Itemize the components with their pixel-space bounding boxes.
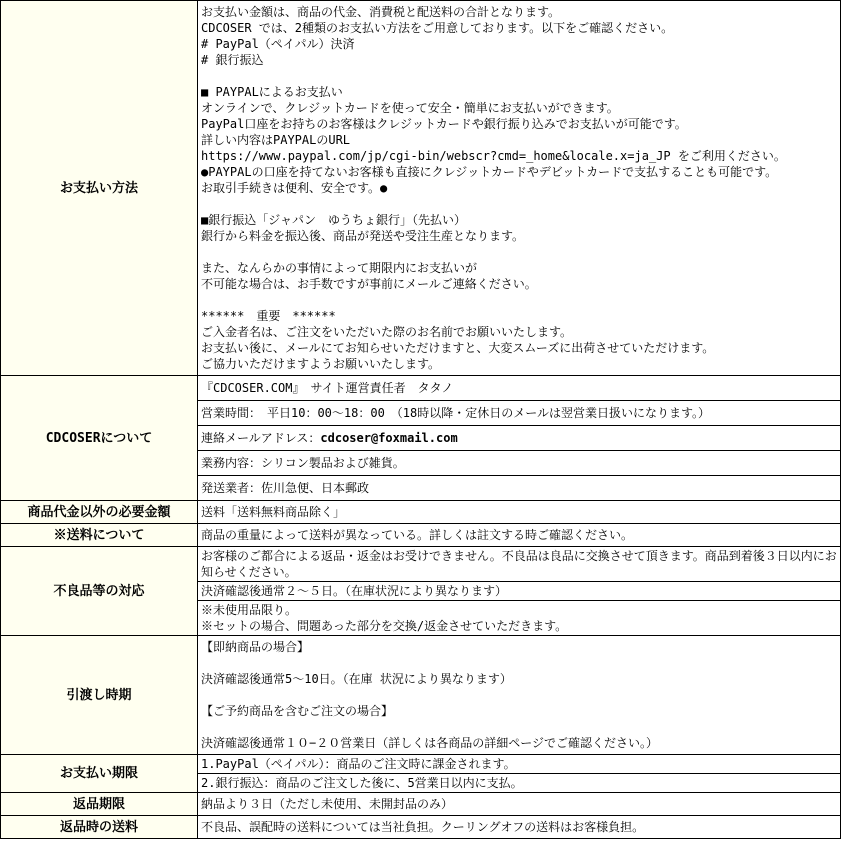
- header-about: CDCOSERについて: [1, 376, 198, 500]
- paypal-url: https://www.paypal.com/jp/cgi-bin/webscr?cmd=_home&locale.x=ja_JP をご利用ください。: [201, 149, 786, 163]
- row-return-deadline: [1, 793, 840, 816]
- text-line: お支払い後に、メールにてお知らせいただけますと、大変スムーズに出荷させていただけます。: [201, 341, 715, 355]
- text-line: ご協力いただけますようお願いいたします。: [201, 357, 441, 371]
- text-line: 決済確認後通常5〜10日。（在庫 状況により異なります）: [201, 672, 512, 686]
- text-line: CDCOSER では、2種類のお支払い方法をご用意しております。以下をご確認ください。: [201, 21, 674, 35]
- text-line: 詳しい内容はPAYPALのURL: [201, 133, 351, 147]
- row-payment-method: [1, 1, 840, 376]
- blank-line: [201, 655, 838, 671]
- contact-email-label: 連絡メールアドレス：: [201, 431, 321, 445]
- bank-transfer-section-title: ■銀行振込「ジャパン ゆうちょ銀行」（先払い）: [201, 213, 466, 227]
- header-shipping-info: ※送料について: [1, 524, 198, 546]
- header-return-shipping: 返品時の送料: [1, 816, 198, 838]
- text-line: 銀行から料金を振込後、商品が発送や受注生産となります。: [201, 229, 525, 243]
- text-line: ●PAYPALの口座を持てないお客様も直接にクレジットカードやデビットカードで支払することも可能です。: [201, 165, 778, 179]
- text-line: ※未使用品限り。: [201, 603, 298, 617]
- delivery-time-content: [198, 636, 840, 754]
- text-line: オンラインで、クレジットカードを使って安全・簡単にお支払いができます。: [201, 101, 619, 115]
- header-defective-items: 不良品等の対応: [1, 547, 198, 635]
- text-line: 決済確認後通常１０−２０営業日（詳しくは各商品の詳細ページでご確認ください。）: [201, 736, 658, 750]
- site-operator: 『CDCOSER.COM』 サイト運営責任者 タタノ: [198, 376, 840, 401]
- return-deadline-content: 納品より３日（ただし未使用、未開封品のみ）: [201, 797, 454, 811]
- return-shipping-content: 不良品、誤配時の送料については当社負担。クーリングオフの送料はお客様負担。: [201, 820, 645, 834]
- row-extra-fee: [1, 501, 840, 524]
- blank-line: [201, 196, 838, 212]
- payment-method-content: [198, 1, 840, 375]
- about-content: [198, 376, 840, 500]
- defective-notes: [198, 601, 840, 635]
- business-hours: 営業時間： 平日10：00〜18：00 （18時以降・定休日のメールは翌営業日扱いになります。）: [198, 401, 840, 426]
- blank-line: [201, 68, 838, 84]
- payment-deadline-content: [198, 755, 840, 792]
- text-line: 【即納商品の場合】: [201, 640, 310, 654]
- bank-transfer-deadline: 2.銀行振込：商品のご注文した後に、5営業日以内に支払。: [201, 776, 523, 790]
- row-about: [1, 376, 840, 501]
- row-defective-items: [1, 547, 840, 636]
- business-description: 業務内容：シリコン製品および雑貨。: [198, 451, 840, 476]
- text-line: 不可能な場合は、お手数ですが事前にメールご連絡ください。: [201, 277, 537, 291]
- extra-fee-content: 送料「送料無料商品除く」: [201, 505, 346, 519]
- defective-processing-time: 決済確認後通常２〜５日。（在庫状況により異なります）: [198, 582, 840, 601]
- contact-email-row: [198, 426, 840, 451]
- header-extra-fee: 商品代金以外の必要金額: [1, 501, 198, 523]
- header-payment-deadline: お支払い期限: [1, 755, 198, 792]
- row-payment-deadline: [1, 755, 840, 793]
- text-line: # PayPal（ペイパル）決済: [201, 37, 355, 51]
- text-line: PayPal口座をお持ちのお客様はクレジットカードや銀行振り込みでお支払いが可能です。: [201, 117, 687, 131]
- row-delivery-time: [1, 636, 840, 755]
- blank-line: [201, 244, 838, 260]
- paypal-section-title: ■ PAYPALによるお支払い: [201, 85, 343, 99]
- text-line: ※セットの場合、問題あった部分を交換/返金させていただきます。: [201, 619, 568, 633]
- header-return-deadline: 返品期限: [1, 793, 198, 815]
- text-line: お取引手続きは便利、安全です。●: [201, 181, 388, 195]
- paypal-deadline: 1.PayPal（ペイパル）：商品のご注文時に課金されます。: [198, 755, 840, 774]
- header-delivery-time: 引渡し時期: [1, 636, 198, 754]
- contact-email: cdcoser@foxmail.com: [320, 431, 458, 445]
- text-line: また、なんらかの事情によって期限内にお支払いが: [201, 261, 478, 275]
- shipping-info-content: 商品の重量によって送料が異なっている。詳しくは註文する時ご確認ください。: [201, 528, 634, 542]
- text-line: ご入金者名は、ご注文をいただいた際のお名前でお願いいたします。: [201, 325, 573, 339]
- row-shipping-info: [1, 524, 840, 547]
- row-return-shipping: [1, 816, 840, 838]
- shipping-carriers: 発送業者：佐川急便、日本郵政: [201, 481, 370, 495]
- header-payment-method: お支払い方法: [1, 1, 198, 375]
- defective-items-content: [198, 547, 840, 635]
- blank-line: [201, 719, 838, 735]
- blank-line: [201, 292, 838, 308]
- text-line: お支払い金額は、商品の代金、消費税と配送料の合計となります。: [201, 5, 561, 19]
- important-notice-title: ****** 重要 ******: [201, 309, 336, 323]
- blank-line: [201, 687, 838, 703]
- text-line: 【ご予約商品を含むご注文の場合】: [201, 704, 394, 718]
- defective-policy: お客様のご都合による返品・返金はお受けできません。不良品は良品に交換させて頂きます。商品到着後３日以内にお知らせください。: [198, 547, 840, 582]
- text-line: # 銀行振込: [201, 53, 264, 67]
